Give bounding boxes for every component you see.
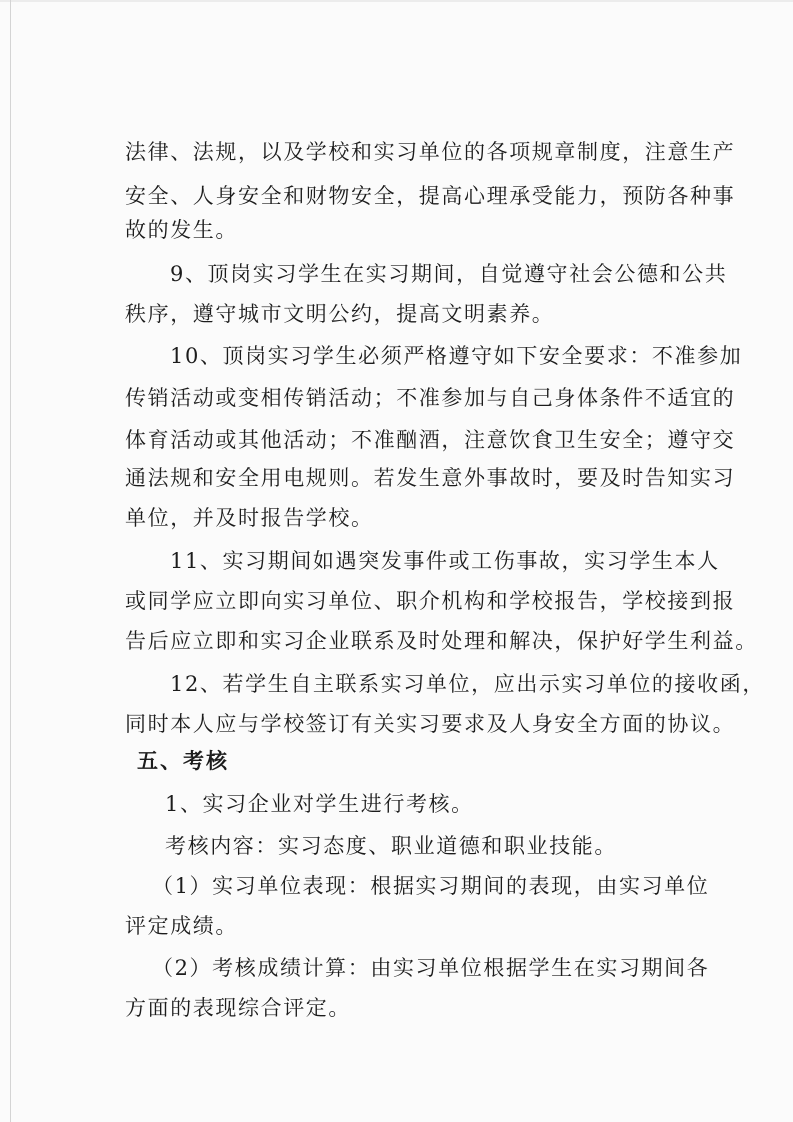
paragraph-line: 同时本人应与学校签订有关实习要求及人身安全方面的协议。: [125, 712, 736, 736]
paragraph-line: 9、顶岗实习学生在实习期间，自觉遵守社会公德和公共: [170, 262, 728, 286]
paragraph-line: 传销活动或变相传销活动；不准参加与自己身体条件不适宜的: [125, 386, 736, 410]
paragraph-line: 故的发生。: [125, 218, 238, 242]
paragraph-line: 安全、人身安全和财物安全，提高心理承受能力，预防各种事: [125, 184, 736, 208]
scan-edge-left: [10, 0, 11, 1122]
paragraph-line: 单位，并及时报告学校。: [125, 506, 374, 530]
paragraph-line: 评定成绩。: [125, 914, 238, 938]
paragraph-line: 秩序，遵守城市文明公约，提高文明素养。: [125, 302, 555, 326]
paragraph-line: 1、实习企业对学生进行考核。: [165, 792, 474, 816]
paragraph-line: 法律、法规，以及学校和实习单位的各项规章制度，注意生产: [125, 140, 736, 164]
paragraph-line: 告后应立即和实习企业联系及时处理和解决，保护好学生利益。: [125, 629, 758, 653]
paragraph-line: 12、若学生自主联系实习单位，应出示实习单位的接收函，: [170, 672, 765, 696]
paragraph-line: 方面的表现综合评定。: [125, 996, 351, 1020]
paragraph-line: （1）实习单位表现：根据实习期间的表现，由实习单位: [152, 874, 710, 898]
scan-edge-top: [0, 0, 793, 2]
paragraph-line: 考核内容：实习态度、职业道德和职业技能。: [165, 834, 617, 858]
paragraph-line: 或同学应立即向实习单位、职介机构和学校报告，学校接到报: [125, 589, 736, 613]
paragraph-line: 11、实习期间如遇突发事件或工伤事故，实习学生本人: [170, 549, 720, 573]
paragraph-line: （2）考核成绩计算：由实习单位根据学生在实习期间各: [152, 956, 710, 980]
paragraph-line: 体育活动或其他活动；不准酗酒，注意饮食卫生安全；遵守交: [125, 428, 736, 452]
paragraph-line: 10、顶岗实习学生必须严格遵守如下安全要求：不准参加: [170, 344, 743, 368]
section-heading: 五、考核: [137, 749, 229, 773]
paragraph-line: 通法规和安全用电规则。若发生意外事故时，要及时告知实习: [125, 466, 736, 490]
